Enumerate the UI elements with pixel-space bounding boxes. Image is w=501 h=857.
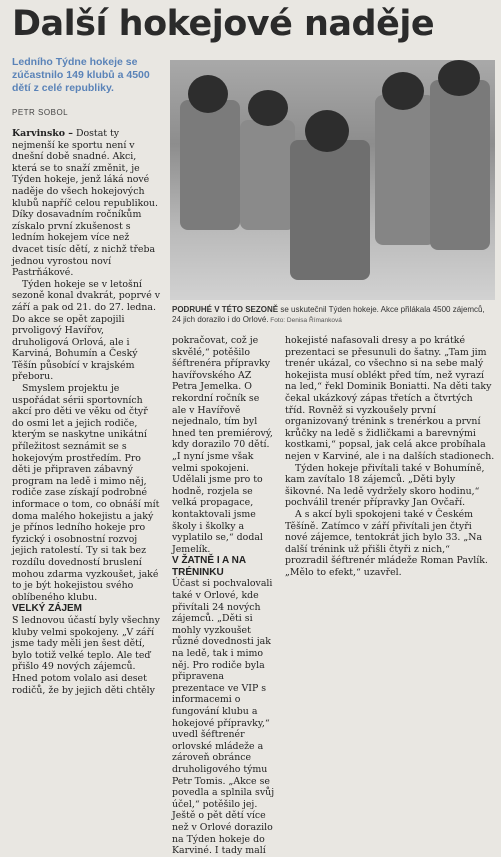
hockey-photo xyxy=(170,60,495,300)
column-2 xyxy=(172,335,276,857)
paragraph: S lednovou účastí byly všechny kluby velmi spokojeny. „V září jsme tady měli jen šest dětí, bylo totiž velké teplo. Ale teď přišlo 49 nových zájemců. Hned potom volalo asi deset rodičů, že by jejich děti chtěly xyxy=(12,614,160,696)
subhead-v-satne: V ŽATNĚ I A NA TRÉNINKU xyxy=(172,555,246,578)
paragraph-text: Dostat ty nejmenší ke sportu není v dnešní době snadné. Akci, která se to snaží změnit, je Týden hokeje, jenž láká nové naděje do všech hokejových klubů napříč celou republikou. Díky dosavadním ročníkům získalo první zkušenost s ledním hokejem více než dvacet tisíc dětí, z nichž třeba jednou vyrostou noví Pastrňákové. xyxy=(12,128,158,279)
column-3 xyxy=(285,335,495,578)
lead-paragraph: Ledního Týdne hokeje se zúčastnilo 149 klubů a 4500 dětí z celé republiky. xyxy=(12,56,150,94)
paragraph: Smyslem projektu je uspořádat sérii sportovních akcí pro děti ve věku od čtyř do osmi let a jejich rodiče, kterým se naskytne unikátní příležitost seznámit se s hokejovým prostředím. Pro děti je připraven zábavný program na ledě i mimo něj, rodiče zase získají podrobné informace o tom, co obnáší mít doma malého hokejistu a jaký je přínos ledního hokeje pro fyzický i osobnostní rozvoj jejich ratolestí. Ty si tak bez rozdílu dovedností bruslení mohou zdarma vyzkoušet, jaké to je být hokejistou svého oblíbeného klubu. xyxy=(12,383,160,603)
paragraph: Týden hokeje se v letošní sezoně konal dvakrát, poprvé v září a pak od 21. do 27. ledna. Do akce se opět zapojili prvoligový Havířov, druholigová Orlová, ale i Karviná, Bohumín a Český Těšín působící v krajském přeboru. xyxy=(12,278,161,383)
caption-text: se uskutečnil Týden hokeje. Akce přilákala 4500 zájemců, 24 jich dorazilo i do Orlové. xyxy=(172,305,485,324)
paragraph: Účast si pochvalovali také v Orlové, kde přivítali 24 nových zájemců. „Děti si mohly vyzkoušet různé dovednosti jak na ledě, tak i mimo něj. Pro rodiče byla připravena prezentace ve VIP s informacemi o fungování klubu a hokejové přípravky,“ uvedl šéftrenér orlovské mládeže a zároveň obránce druholigového týmu Petr Tomis. „Akce se povedla a splnila svůj účel,“ potěšilo jej. Ještě o pět dětí více než v Orlové dorazilo na Týden hokeje do Karviné. I tady malí xyxy=(172,578,275,857)
paragraph: hokejisté nafasovali dresy a po krátké prezentaci se přesunuli do šatny. „Tam jim trenér ukázal, co všechno si na sebe malý hokejista musí oblékt před tím, než vyrazí na led,“ řekl Dominik Boniatti. Na děti taky čekal ukázkový zápas třetích a čtvrtých tříd. Rovněž si vyzkoušely první organizovaný trénink s trenérkou a první krůčky na ledě s židličkami a barevnými kostkami,“ popsal, jak celá akce probíhala nejen v Karviné, ale i na dalších stadionech. xyxy=(285,335,495,462)
caption-head: PODRUHÉ V TÉTO SEZONĚ xyxy=(172,305,279,314)
paragraph: A s akcí byli spokojeni také v Českém Těšíně. Zatímco v září přivítali jen čtyři nové zájemce, tentokrát jich bylo 33. „Na další trénink už přišli čtyři z nich,“ prozradil šéftrenér mládeže Roman Pavlík. „Mělo to efekt,“ uzavřel. xyxy=(285,508,488,578)
byline: PETR SOBOL xyxy=(12,108,69,117)
photo-caption xyxy=(172,305,494,326)
paragraph xyxy=(12,128,162,279)
headline: Další hokejové naděje xyxy=(12,4,435,44)
paragraph: Týden hokeje přivítali také v Bohumíně, kam zavítalo 18 zájemců. „Děti byly šikovné. Na ledě vydržely skoro hodinu,“ pochválil trenér přípravky Jan Ovčaří. xyxy=(285,462,485,509)
dateline: Karvinsko – xyxy=(12,128,73,139)
paragraph: pokračovat, což je skvělé,“ potěšilo šéftrenéra přípravky havířovského AZ Petra Jemelka. O rekordní ročník se ale v Havířově nejednalo, tím byl hned ten premiérový, kdy dorazilo 70 dětí. „I nyní jsme však velmi spokojeni. Udělali jsme pro to hodně, rozjela se velká propagace, kontaktovali jsme školy i školky a vyplatilo se,“ dodal Jemelík. xyxy=(172,335,273,555)
subhead-velky-zajem: VELKÝ ZÁJEM xyxy=(12,603,83,615)
caption-credit: Foto: Denisa Římanková xyxy=(268,317,342,324)
column-1 xyxy=(12,128,162,696)
